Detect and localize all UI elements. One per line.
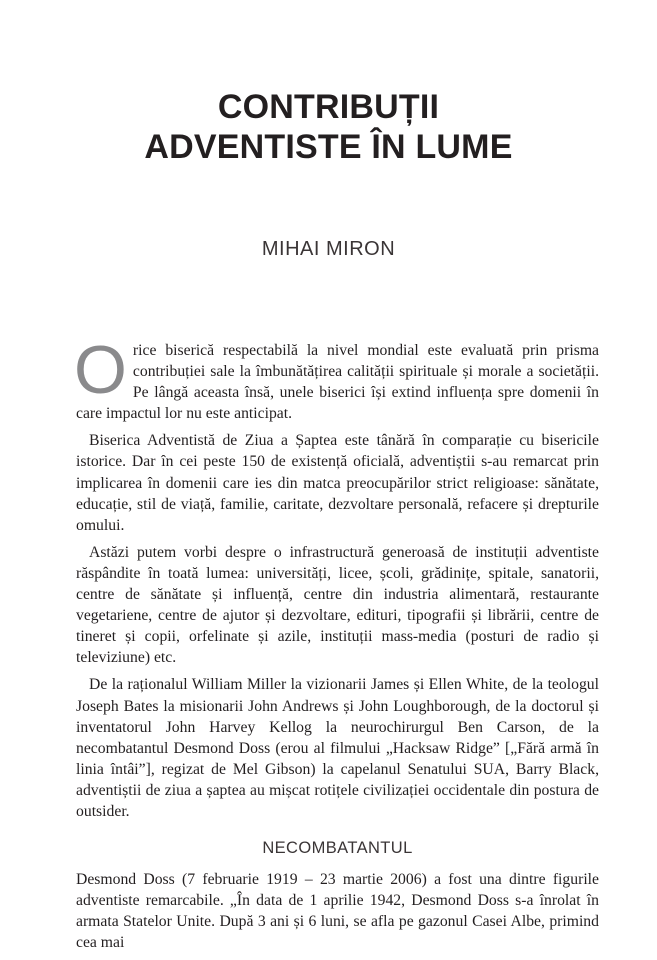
section-heading: NECOMBATANTUL xyxy=(262,839,413,858)
paragraph-2: Biserica Adventistă de Ziua a Șaptea este tânără în comparație cu bisericile istorice. Dar în cei peste 150 de existență oficială, adventiștii s-au remarcat prin implicarea în domenii care ies din matca preocupărilor strict religioase: sănătate, educație, stil de viață, familie, caritate, dezvoltare personală, refacere și drepturile omului. xyxy=(76,432,599,534)
paragraph-3: Astăzi putem vorbi despre o infrastructură generoasă de instituții adventiste răspândite în toată lumea: universități, licee, școli, grădinițe, spitale, sanatorii, centre de sănătate și influență, centre din industria alimentară, restaurante vegetariene, centre de ajutor și dezvoltare, edituri, tipografii și librării, centre de tineret și copii, orfelinate și azile, instituții mass-media (posturi de radio și televiziune) etc. xyxy=(76,543,599,667)
paragraph-4: De la raționalul William Miller la vizionarii James și Ellen White, de la teologul Joseph Bates la misionarii John Andrews și John Loughborough, de la doctorul și inventatorul John Harvey Kellog la neurochirurgul Ben Carson, de la necombatantul Desmond Doss (erou al filmului „Hacksaw Ridge” [„Fără armă în linia întâi”], regizat de Mel Gibson) la capelanul Senatului SUA, Barry Black, adventiștii de ziua a șaptea au mișcat rotițele civilizației occidentale din postura de outsider. xyxy=(76,676,599,820)
author-name: MIHAI MIRON xyxy=(261,238,396,260)
section-paragraph-1: Desmond Doss (7 februarie 1919 – 23 martie 2006) a fost una dintre figurile adventiste remarcabile. „În data de 1 aprilie 1942, Desmond Doss s-a înrolat în armata Statelor Unite. După 3 ani și 6 luni, se afla pe gazonul Casei Albe, primind cea mai xyxy=(76,871,599,952)
intro-paragraph xyxy=(74,332,599,424)
article-title-line-1: CONTRIBUȚII xyxy=(217,88,440,126)
article-title-line-2: ADVENTISTE ÎN LUME xyxy=(144,128,513,166)
intro-paragraph-text: rice biserică respectabilă la nivel mondial este evaluată prin prisma contribuției sale la îmbunătățirea calității spirituale și morale a societății. Pe lângă aceasta însă, unele biserici își extind influența spre domenii în care impactul lor nu este anticipat. xyxy=(76,342,599,423)
article-title xyxy=(0,87,657,167)
article-body xyxy=(74,332,599,960)
drop-cap: O xyxy=(74,332,127,408)
